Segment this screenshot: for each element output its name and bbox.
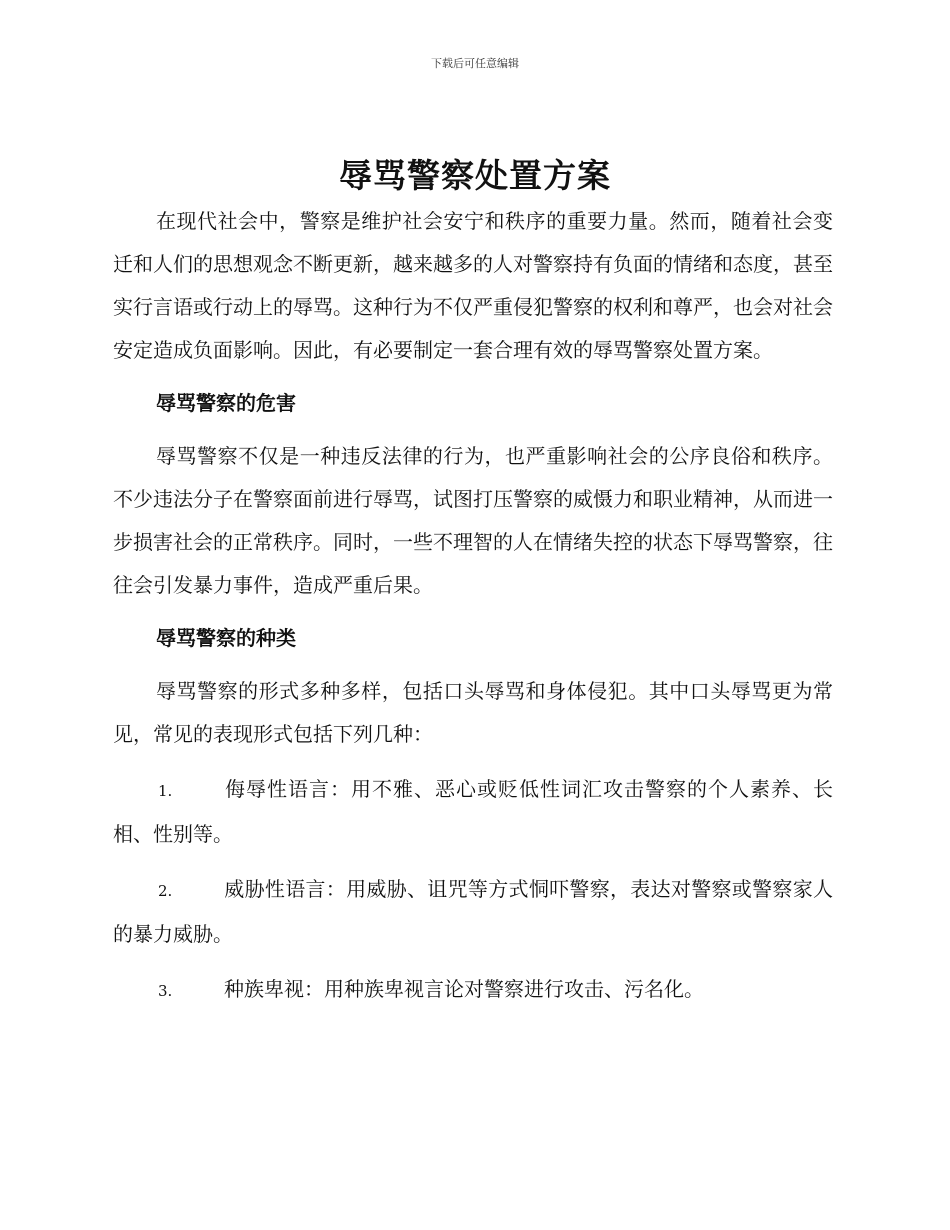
list-item [113,768,833,856]
section-heading-types: 辱骂警察的种类 [156,626,296,650]
section-body-harm: 辱骂警察不仅是一种违反法律的行为，也严重影响社会的公序良俗和秩序。不少违法分子在警察面前进行辱骂，试图打压警察的威慑力和职业精神，从而进一步损害社会的正常秩序。同时，一些不理智的人在情绪失控的状态下辱骂警察，往往会引发暴力事件，造成严重后果。 [113,444,833,597]
list-number: 3. [158,982,173,1000]
list-number: 2. [158,882,173,900]
list-text: 种族卑视：用种族卑视言论对警察进行攻击、污名化。 [224,977,704,1001]
list-text: 侮辱性语言：用不雅、恶心或贬低性词汇攻击警察的个人素养、长相、性别等。 [113,777,833,846]
spacer [113,660,833,670]
list-number: 1. [158,782,173,800]
spacer [113,607,833,617]
document-title: 辱骂警察处置方案 [339,156,611,195]
list-item [113,868,833,956]
header-note: 下载后可任意编辑 [431,57,519,70]
spacer [113,956,833,968]
spacer [113,425,833,435]
spacer [113,756,833,768]
document-body [113,200,833,1013]
intro-paragraph: 在现代社会中，警察是维护社会安宁和秩序的重要力量。然而，随着社会变迁和人们的思想观念不断更新，越来越多的人对警察持有负面的情绪和态度，甚至实行言语或行动上的辱骂。这种行为不仅严重侵犯警察的权利和尊严，也会对社会安定造成负面影响。因此，有必要制定一套合理有效的辱骂警察处置方案。 [113,209,833,362]
section-body-types: 辱骂警察的形式多种多样，包括口头辱骂和身体侵犯。其中口头辱骂更为常见，常见的表现形式包括下列几种： [113,679,833,746]
spacer [113,372,833,382]
section-heading-harm: 辱骂警察的危害 [156,391,296,415]
spacer [113,856,833,868]
list-item [113,968,833,1013]
list-text: 威胁性语言：用威胁、诅咒等方式恫吓警察，表达对警察或警察家人的暴力威胁。 [113,877,833,946]
